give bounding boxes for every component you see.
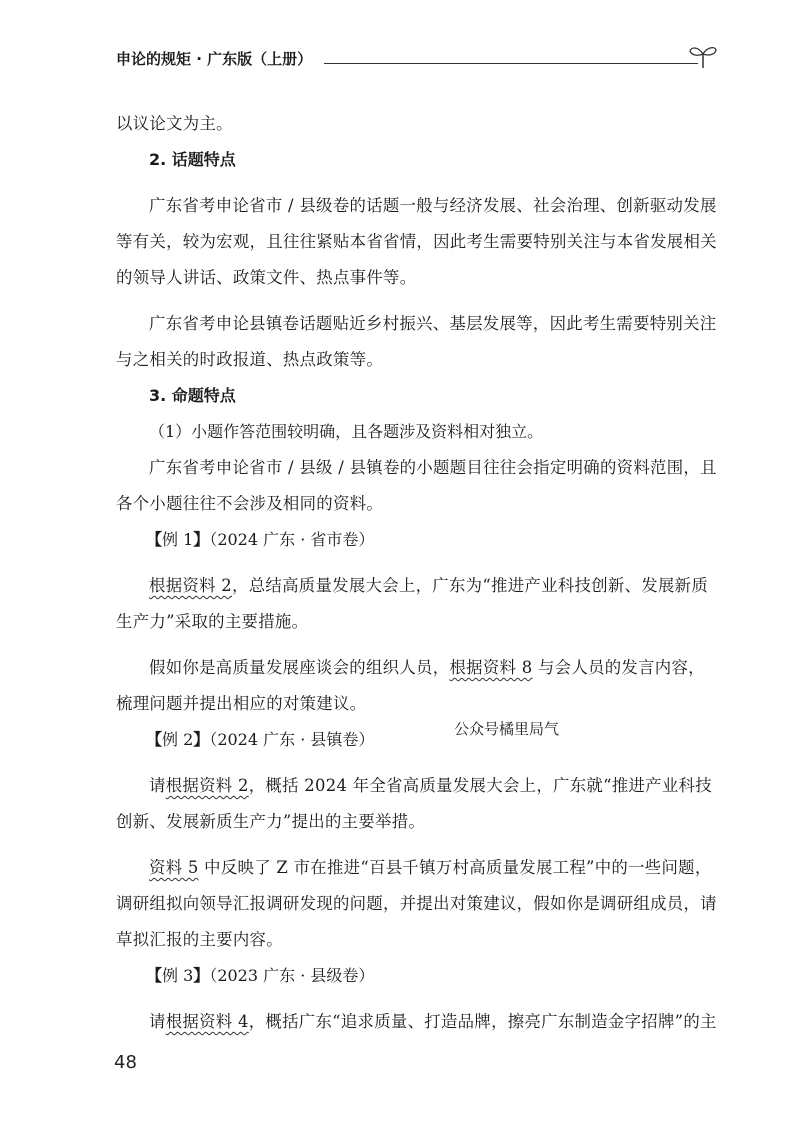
section-heading-topic: 2. 话题特点 [149,150,236,169]
emphasis-mark: 根据资料 8 [449,658,533,677]
example-label-3: 【例 3】（2023 广东 · 县级卷） [146,966,375,985]
example-label-1: 【例 1】（2024 广东 · 省市卷） [146,530,375,549]
example-label-2: 【例 2】（2024 广东 · 县镇卷） [146,730,375,749]
emphasis-mark: 根据资料 2 [165,776,249,795]
book-title: 申论的规矩 · 广东版（上册） [116,50,313,68]
emphasis-mark: 根据资料 2 [149,576,233,595]
page-number: 48 [114,1052,137,1073]
question-1b: 假如你是高质量发展座谈会的组织人员，根据资料 8 与会人员的发言内容，梳理问题并提出相应的对策建议。 [116,658,705,713]
sprout-icon [688,44,718,70]
paragraph-topic-1: 广东省考申论省市 / 县级卷的话题一般与经济发展、社会治理、创新驱动发展等有关，较为宏观，且往往紧贴本省省情，因此考生需要特别关注与本省发展相关的领导人讲话、政策文件、热点事件等。 [116,196,717,287]
paragraph-intro: 以议论文为主。 [116,114,233,133]
paragraph-topic-2: 广东省考申论县镇卷话题贴近乡村振兴、基层发展等，因此考生需要特别关注与之相关的时政报道、热点政策等。 [116,314,717,369]
subheading-1: （1）小题作答范围较明确，且各题涉及资料相对独立。 [149,422,544,441]
question-2a: 请根据资料 2，概括 2024 年全省高质量发展大会上，广东就“推进产业科技创新、发展新质生产力”提出的主要举措。 [116,776,712,831]
header-rule [324,63,698,64]
watermark-text: 公众号橘里局气 [454,720,560,738]
paragraph-question-1: 广东省考申论省市 / 县级 / 县镇卷的小题题目往往会指定明确的资料范围，且各个小题往往不会涉及相同的资料。 [116,458,717,513]
question-3a: 请根据资料 4，概括广东“追求质量、打造品牌，擦亮广东制造金字招牌”的主 [149,1012,717,1031]
question-1a: 根据资料 2，总结高质量发展大会上，广东为“推进产业科技创新、发展新质生产力”采取的主要措施。 [116,576,709,631]
running-header [116,44,716,74]
page-body [116,106,720,1040]
emphasis-mark: 根据资料 4 [165,1012,249,1031]
question-2b: 资料 5 中反映了 Z 市在推进“百县千镇万村高质量发展工程”中的一些问题，调研组拟向领导汇报调研发现的问题，并提出对策建议，假如你是调研组成员，请草拟汇报的主要内容。 [116,858,717,949]
emphasis-mark: 资料 5 [149,858,199,877]
section-heading-question: 3. 命题特点 [149,386,236,405]
